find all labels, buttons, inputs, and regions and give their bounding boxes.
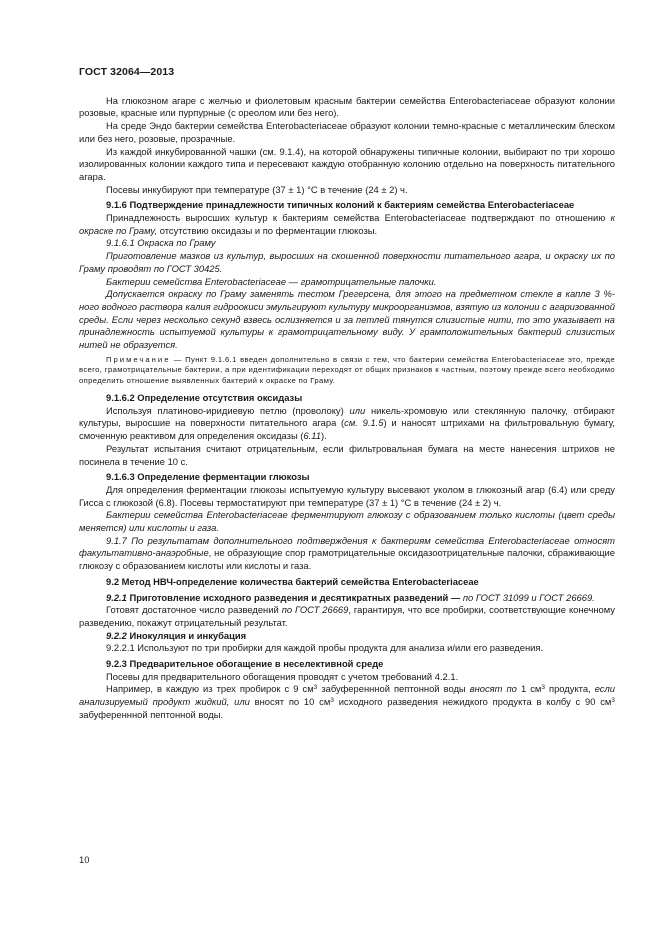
paragraph: Из каждой инкубированной чашки (см. 9.1.4), на которой обнаружены типичные колонии, выбирают по три хорошо изолированных колонии каждого типа и пересевают каждую отобранную колонию отдельно на поверхность питательного агара. [79, 145, 615, 182]
text-run: 1 см [516, 683, 542, 695]
paragraph: На среде Эндо бактерии семейства Enterobacteriaceae образуют колонии темно-красные с металлическим блеском или без него, розовые, прозрачные. [79, 120, 615, 144]
text-run: или [349, 404, 366, 416]
text-run: забуференнной пептонной воды. [79, 708, 224, 720]
text-run: если анализируемый продукт жидкий, или [79, 683, 616, 708]
text-run: Приготовление исходного разведения и десятикратных разведений — [126, 591, 463, 603]
superscript: 3 [611, 697, 615, 705]
paragraph [79, 405, 615, 443]
paragraph: Результат испытания считают отрицательным, если фильтровальная бумага на месте нанесения штрихов не посинела в течение 10 с. [79, 442, 615, 467]
superscript: 3 [313, 684, 318, 692]
paragraph: Бактерии семейства Enterobacteriaceae ферментируют глюкозу с образованием только кислоты (цвет среды меняется) или кислоты и газа. [79, 509, 615, 534]
text-run: Принадлежность выросших культур к бактериям семейства Enterobacteriaceae подтверждают по отношению [106, 212, 611, 224]
paragraph: Приготовление мазков из культур, выросших на скошенной поверхности питательного агара, и окраску их по Граму проводят по ГОСТ 30425. [79, 250, 615, 274]
paragraph [79, 683, 615, 721]
paragraph: Посевы инкубируют при температуре (37 ± 1) °С в течение (24 ± 2) ч. [106, 183, 408, 195]
superscript: 3 [330, 697, 334, 705]
text-run: Инокуляция и инкубация [126, 629, 247, 641]
text-run: исходного разведения нежидкого продукта в колбу с 90 см [333, 696, 612, 708]
document-header: ГОСТ 32064—2013 [79, 66, 175, 78]
section-heading-9-1-6-2: 9.1.6.2 Определение отсутствия оксидазы [106, 391, 303, 403]
paragraph: Бактерии семейства Enterobacteriaceae — грамотрицательные палочки. [106, 275, 437, 287]
note-text: — Пункт 9.1.6.1 введен дополнительно в связи с тем, что бактерии семейства Enterobacteriaceae это, прежде всего, грамотрицательные бактерии, а при идентификации переходят от общих признаков к частным, поэтому прежде всего необходимо определить отношение выявленных бактерий к окраске по Граму. [79, 354, 615, 385]
paragraph [79, 212, 615, 237]
text-run: по ГОСТ 31099 и ГОСТ 26669. [462, 591, 595, 603]
paragraph: Допускается окраску по Граму заменять тестом Грегерсена, для этого на предметном стекле в капле 3 %-ного водного раствора калия гидроокиси эмульгируют культуру микроорганизмов, взятую из колонии с агаризованной среды. Если через несколько секунд взвесь ослизняется и за петлей тянутся слизистые нити, то это указывает на принадлежность испытуемой культуры к грамотрицательному виду. У грамположительных бактерий слизистых нитей не образуется. [79, 288, 615, 351]
paragraph [79, 604, 615, 629]
paragraph: Посевы для предварительного обогащения проводят с учетом требований 4.2.1. [106, 670, 459, 682]
superscript: 3 [541, 684, 545, 692]
section-heading-9-1-6-3: 9.1.6.3 Определение ферментации глюкозы [106, 471, 310, 483]
section-heading-9-2-2 [79, 630, 615, 643]
note [79, 355, 615, 386]
text-run: 6.11 [303, 430, 321, 442]
paragraph: 9.2.2.1 Используют по три пробирки для каждой пробы продукта для анализа и/или его разведения. [106, 642, 544, 654]
note-label: Примечание [106, 354, 171, 364]
text-run: ). [320, 430, 327, 442]
section-heading-9-1-6-1: 9.1.6.1 Окраска по Граму [106, 237, 216, 249]
text-run: к окраске по Граму, [79, 212, 615, 236]
text-run: по ГОСТ 26669 [281, 604, 349, 616]
text-run: никель-хромовую или стеклянную палочку, отбирают культуры, выросшие на поверхности питательного агара ( [79, 404, 615, 429]
section-heading-9-1-6: 9.1.6 Подтверждение принадлежности типичных колоний к бактериям семейства Enterobacteriaceae [106, 199, 575, 211]
paragraph: Для определения ферментации глюкозы испытуемую культуру высевают уколом в глюкозный агар (6.4) или среду Гисса с глюкозой (6.8). Посевы термостатируют при температуре (37 ± 1) °С в течение (24 ± 2) ч. [79, 483, 615, 508]
text-run: Например, в каждую из трех пробирок с 9 см [106, 683, 314, 695]
section-heading-9-2-1 [79, 592, 615, 605]
text-run: отсутствию оксидазы и по ферментации глюкозы. [157, 224, 378, 236]
page-number: 10 [79, 854, 90, 865]
text-run: продукта, [544, 683, 595, 695]
text-run: забуференнной пептонной воды [317, 683, 470, 695]
text-run: вносят по 10 см [249, 696, 331, 708]
document-page [79, 66, 615, 722]
text-run: Используя платиново-иридиевую петлю (проволоку) [106, 404, 350, 416]
text-run: см. 9.1.5 [344, 417, 384, 429]
text-run: ) и наносят штрихами на фильтровальную бумагу, смоченную реактивом для определения оксидазы ( [79, 417, 615, 442]
text-run: , гарантируя, что все пробирки, соответствующие конечному разведению, покажут отрицательный результат. [79, 604, 615, 628]
section-heading-9-2: 9.2 Метод НВЧ-определение количества бактерий семейства Enterobacteriaceae [106, 575, 479, 587]
text-run: , не образующие спор грамотрицательные оксидазоотрицательные палочки, сбраживающие глюкозу с образованием кислоты или кислоты и газа. [79, 547, 615, 572]
section-heading-9-2-3: 9.2.3 Предварительное обогащение в неселективной среде [106, 658, 384, 670]
text-run: 9.2.2 [106, 629, 127, 641]
text-run: вносят по [469, 683, 517, 695]
text-run: Готовят достаточное число разведений [106, 604, 282, 616]
paragraph [79, 535, 615, 573]
text-run: 9.2.1 [106, 591, 127, 603]
text-run: 9.1.7 По результатам дополнительного подтверждения к бактериям семейства Enterobacteriaceae относят факультативно-анаэробные [79, 534, 615, 559]
paragraph: На глюкозном агаре с желчью и фиолетовым красным бактерии семейства Enterobacteriaceae образуют колонии розовые, красные или пурпурные (с ореолом или без него). [79, 94, 615, 119]
